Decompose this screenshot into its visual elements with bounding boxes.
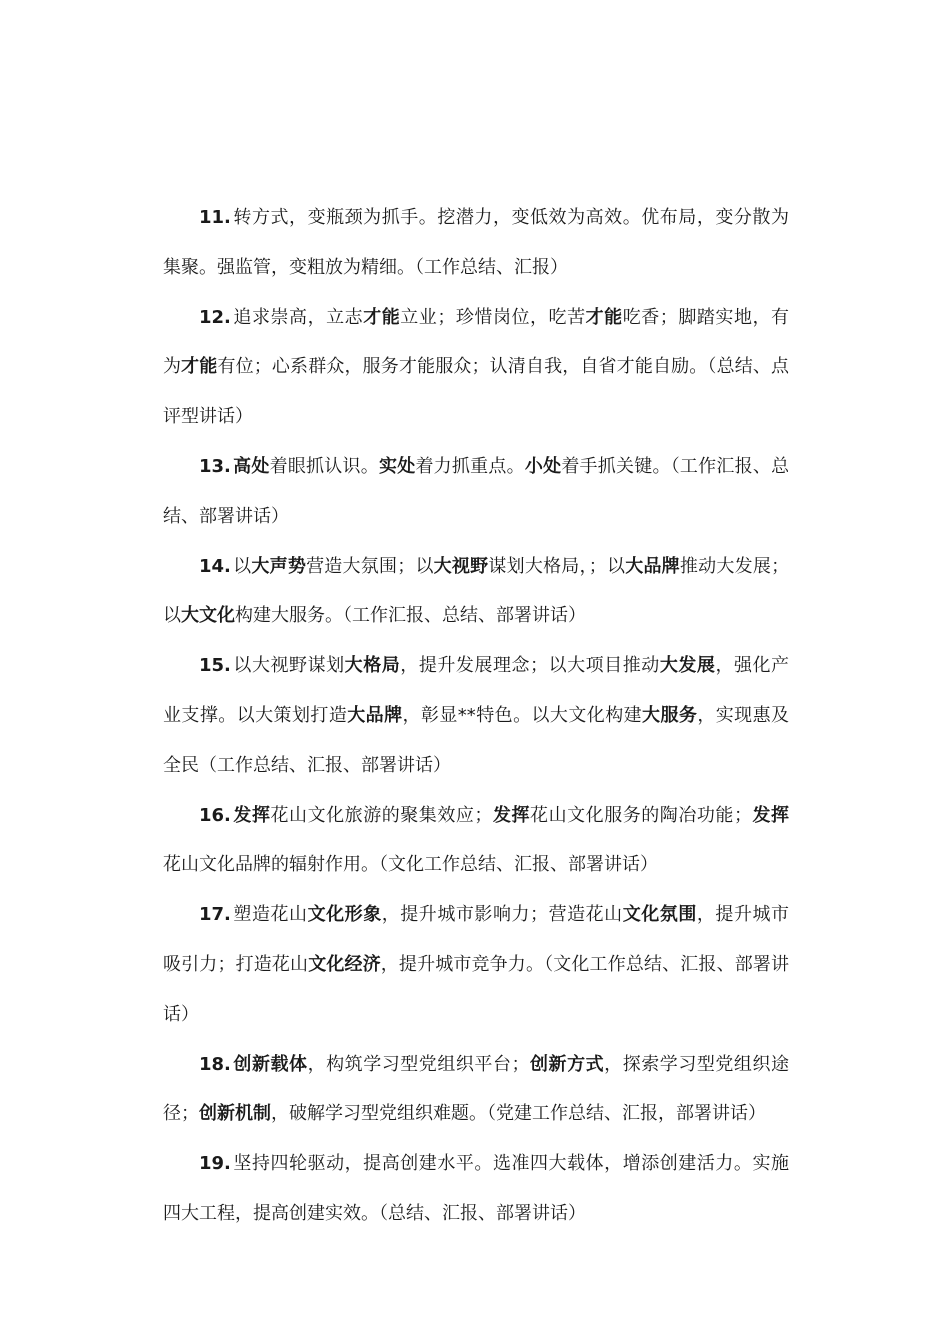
paragraph-text: ，破解学习型党组织难题。（党建工作总结、汇报，部署讲话）: [271, 1103, 766, 1125]
paragraph-text: ，构筑学习型党组织平台；: [307, 1053, 530, 1075]
bold-keyword: 实处: [378, 455, 416, 477]
paragraph-number: 19.: [199, 1153, 231, 1175]
paragraph-number: 14.: [199, 555, 231, 577]
bold-keyword: 发挥: [232, 804, 271, 826]
paragraph-number: 18.: [199, 1053, 231, 1075]
bold-keyword: 创新方式: [529, 1053, 605, 1075]
paragraph-11: [163, 193, 789, 293]
paragraph-text: 推动大发展；以: [163, 555, 790, 627]
paragraph-12: [163, 293, 789, 442]
bold-keyword: 才能: [181, 356, 218, 378]
bold-keyword: 大品牌: [625, 555, 680, 577]
paragraph-text: ，提升城市影响力；营造花山: [381, 904, 623, 926]
paragraph-15: [163, 641, 789, 790]
paragraph-18: [163, 1040, 789, 1140]
paragraph-13: [163, 442, 789, 542]
paragraph-text: 以: [232, 555, 252, 577]
bold-keyword: 大视野: [433, 555, 489, 577]
paragraph-number: 15.: [199, 655, 231, 677]
paragraph-16: [163, 791, 789, 891]
bold-keyword: 发挥: [751, 804, 790, 826]
paragraph-text: 立业；珍惜岗位，吃苦: [400, 306, 586, 328]
bold-keyword: 大文化: [181, 605, 235, 627]
paragraph-text: 营造大氛围；以: [306, 555, 434, 577]
paragraph-text: 吃香；脚踏实地，有为: [163, 306, 790, 378]
bold-keyword: 发挥: [492, 804, 531, 826]
paragraph-text: 花山文化品牌的辐射作用。（文化工作总结、汇报、部署讲话）: [163, 854, 658, 876]
paragraph-text: 花山文化旅游的聚集效应；: [270, 804, 493, 826]
paragraph-number: 13.: [199, 455, 231, 477]
paragraph-text: ，提升城市吸引力；打造花山: [163, 904, 790, 975]
paragraph-text: 花山文化服务的陶冶功能；: [530, 804, 752, 826]
paragraph-text: 着力抓重点。: [415, 455, 525, 477]
paragraph-number: 12.: [199, 306, 231, 328]
bold-keyword: 创新机制: [199, 1103, 271, 1125]
paragraph-number: 16.: [199, 804, 231, 826]
paragraph-number: 11.: [199, 207, 231, 228]
bold-keyword: 大服务: [642, 704, 698, 726]
paragraph-19: [163, 1139, 789, 1239]
paragraph-17: [163, 890, 789, 1039]
bold-keyword: 创新载体: [232, 1053, 308, 1075]
paragraph-text: 转方式，变瓶颈为抓手。挖潜力，变低效为高效。优布局，变分散为集聚。强监管，变粗放为精细。（工作总结、汇报）: [163, 207, 789, 278]
bold-keyword: 文化经济: [308, 953, 381, 975]
paragraph-text: 塑造花山: [232, 904, 308, 926]
paragraph-text: ，实现惠及全民（工作总结、汇报、部署讲话）: [163, 704, 790, 776]
bold-keyword: 大声势: [251, 555, 307, 577]
paragraph-text: 以大视野谋划: [232, 655, 345, 677]
bold-keyword: 文化氛围: [622, 904, 697, 926]
paragraph-text: 谋划大格局，；以: [488, 555, 626, 577]
document-body: [163, 193, 789, 1239]
paragraph-text: ，彰显**特色。以大文化构建: [402, 704, 643, 726]
paragraph-text: ，提升城市竞争力。（文化工作总结、汇报、部署讲话）: [163, 953, 790, 1025]
bold-keyword: 才能: [585, 306, 623, 328]
bold-keyword: 高处: [232, 455, 270, 477]
bold-keyword: 大格局: [344, 655, 401, 677]
paragraph-text: 坚持四轮驱动，提高创建水平。选准四大载体，增添创建活力。实施四大工程，提高创建实效。（总结、汇报、部署讲话）: [163, 1153, 789, 1224]
paragraph-text: 着眼抓认识。: [269, 455, 379, 477]
paragraph-number: 17.: [199, 904, 231, 926]
paragraph-text: 追求崇高，立志: [232, 306, 364, 328]
bold-keyword: 小处: [524, 455, 562, 477]
paragraph-text: ，探索学习型党组织途径；: [163, 1053, 790, 1125]
paragraph-text: ，提升发展理念；以大项目推动: [400, 655, 660, 677]
paragraph-text: 有位；心系群众，服务才能服众；认清自我，自省才能自励。（总结、点评型讲话）: [163, 356, 790, 428]
bold-keyword: 大品牌: [347, 704, 403, 726]
bold-keyword: 文化形象: [307, 904, 382, 926]
paragraph-14: [163, 542, 789, 642]
paragraph-text: 着手抓关键。（工作汇报、总结、部署讲话）: [163, 455, 790, 527]
bold-keyword: 大发展: [659, 655, 716, 677]
paragraph-text: ，强化产业支撑。以大策划打造: [163, 655, 790, 726]
paragraph-text: 构建大服务。（工作汇报、总结、部署讲话）: [235, 605, 586, 627]
bold-keyword: 才能: [363, 306, 401, 328]
